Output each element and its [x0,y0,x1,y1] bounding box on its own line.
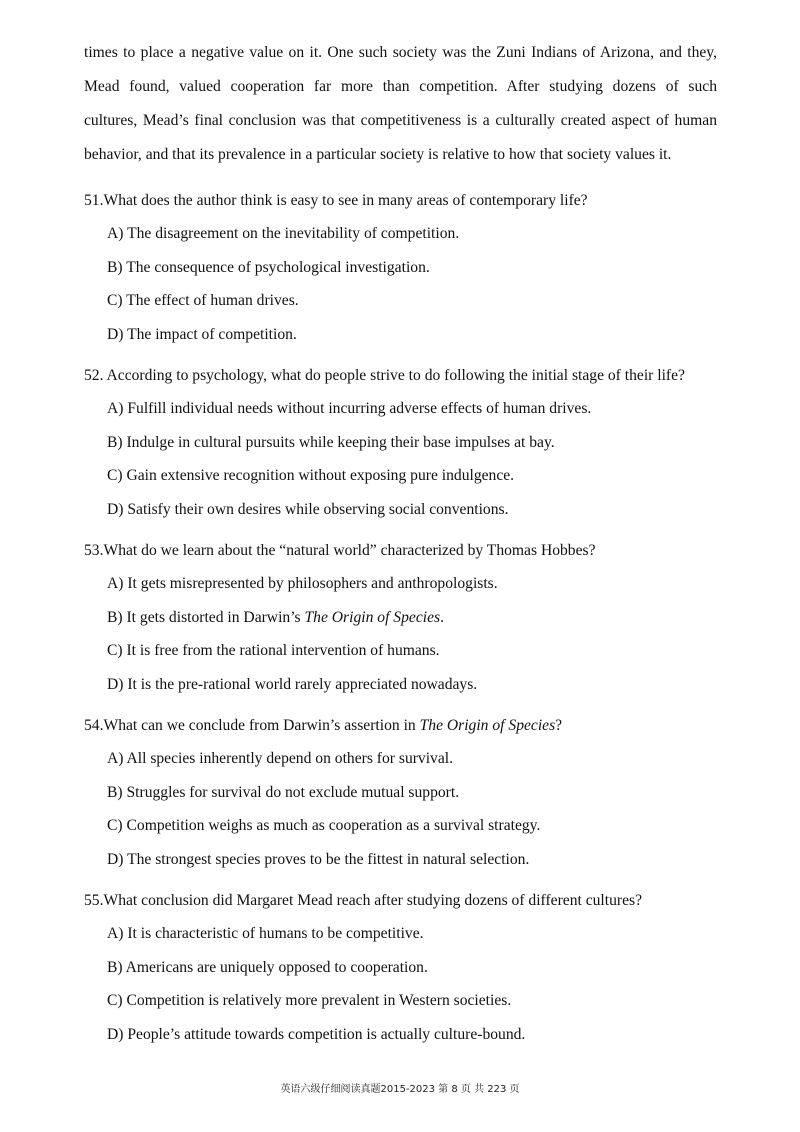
book-title: The Origin of Species [304,608,441,626]
question-51 [84,191,774,345]
book-title: The Origin of Species [419,717,556,734]
option-d: D) The impact of competition. [107,325,297,343]
page-footer: 英语六级仔细阅读真题2015-2023 第 8 页 共 223 页 [280,1084,520,1095]
option-c: C) Competition is relatively more prevalent in Western societies. [107,992,512,1010]
passage-text [84,36,717,172]
option-d: D) People’s attitude towards competition is actually culture-bound. [107,1025,526,1043]
question-stem: 53.What do we learn about the “natural world” characterized by Thomas Hobbes? [84,542,596,559]
option-a: A) It gets misrepresented by philosophers and anthropologists. [107,575,498,593]
option-b: B) The consequence of psychological investigation. [107,258,430,276]
option-a: A) All species inherently depend on others for survival. [107,750,454,768]
option-a: A) It is characteristic of humans to be competitive. [107,925,424,943]
option-d: D) The strongest species proves to be the fittest in natural selection. [107,850,530,868]
passage-line: times to place a negative value on it. One such society was the Zuni Indians of Arizona, and they, [84,44,717,61]
question-stem: 51.What does the author think is easy to see in many areas of contemporary life? [84,192,588,209]
passage-line: behavior, and that its prevalence in a particular society is relative to how that society values it. [84,146,672,163]
question-stem: 55.What conclusion did Margaret Mead reach after studying dozens of different cultures? [84,892,643,909]
question-53 [84,541,774,695]
question-54 [84,716,774,870]
option-b: B) Struggles for survival do not exclude mutual support. [107,783,460,801]
option-c: C) It is free from the rational intervention of humans. [107,642,440,660]
option-d: D) It is the pre-rational world rarely appreciated nowadays. [107,675,478,693]
question-stem-prefix: 54.What can we conclude from Darwin’s assertion in [84,717,420,734]
option-b: B) Indulge in cultural pursuits while keeping their base impulses at bay. [107,433,555,451]
option-a: A) Fulfill individual needs without incurring adverse effects of human drives. [107,400,592,418]
option-b-suffix: . [440,608,444,626]
question-stem [84,716,774,736]
option-c: C) Competition weighs as much as cooperation as a survival strategy. [107,817,541,835]
option-c: C) Gain extensive recognition without exposing pure indulgence. [107,467,515,485]
question-stem: 52. According to psychology, what do people strive to do following the initial stage of their life? [84,367,685,384]
option-b: B) Americans are uniquely opposed to cooperation. [107,958,428,976]
option-a: A) The disagreement on the inevitability of competition. [107,225,460,243]
option-b-prefix: B) It gets distorted in Darwin’s [107,608,305,626]
question-stem-suffix: ? [555,717,563,734]
option-b [84,608,774,628]
question-55 [84,891,774,1045]
option-c: C) The effect of human drives. [107,292,299,310]
option-d: D) Satisfy their own desires while observing social conventions. [107,500,509,518]
question-52 [84,366,774,520]
passage-line: cultures, Mead’s final conclusion was that competitiveness is a culturally created aspect of human [84,112,717,129]
passage-line: Mead found, valued cooperation far more than competition. After studying dozens of such [84,78,717,95]
